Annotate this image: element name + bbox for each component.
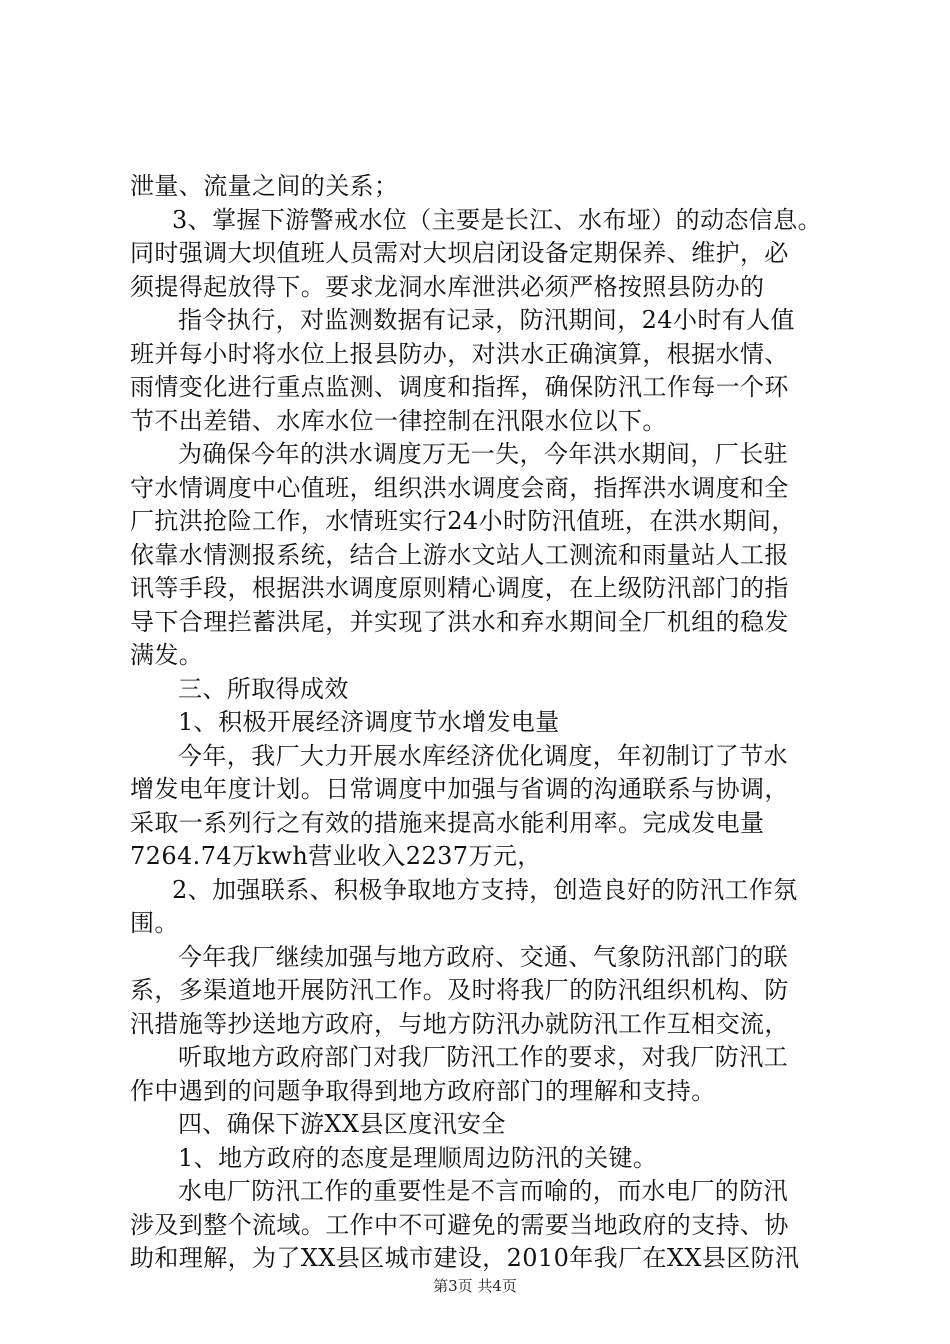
text-line: 雨情变化进行重点监测、调度和指挥，确保防汛工作每一个环 (130, 373, 789, 401)
text-line: 作中遇到的问题争取得到地方政府部门的理解和支持。 (130, 1076, 716, 1105)
subsection-heading: 1、积极开展经济调度节水增发电量 (178, 708, 560, 736)
text-line: 采取一系列行之有效的措施来提高水能利用率。完成发电量 (130, 808, 765, 837)
subsection-heading: 2、加强联系、积极争取地方支持，创造良好的防汛工作氛 (172, 875, 798, 904)
text-line: 泄量、流量之间的关系； (130, 172, 399, 200)
text-line: 同时强调大坝值班人员需对大坝启闭设备定期保养、维护，必 (130, 239, 789, 267)
text-line: 汛措施等抄送地方政府，与地方防汛办就防汛工作互相交流， (130, 1009, 789, 1038)
text-line: 围。 (130, 909, 179, 937)
text-line: 讯等手段，根据洪水调度原则精心调度，在上级防汛部门的指 (130, 574, 789, 602)
page-number-footer: 第3页 共4页 (433, 1277, 517, 1295)
text-line: 今年，我厂大力开展水库经济优化调度，年初制订了节水 (178, 741, 788, 770)
text-line: 助和理解，为了XX县区城市建设，2010年我厂在XX县区防汛 (130, 1244, 800, 1272)
document-body (130, 170, 830, 1276)
text-line: 7264.74万kwh营业收入2237万元， (130, 842, 542, 870)
text-line: 为确保今年的洪水调度万无一失，今年洪水期间，厂长驻 (178, 440, 788, 468)
subsection-heading: 1、地方政府的态度是理顺周边防汛的关键。 (178, 1143, 658, 1172)
text-line: 3、掌握下游警戒水位（主要是长江、水布垭）的动态信息。 (172, 205, 823, 234)
section-heading: 三、所取得成效 (178, 674, 349, 703)
text-line: 水电厂防汛工作的重要性是不言而喻的，而水电厂的防汛 (178, 1177, 788, 1205)
text-line: 今年我厂继续加强与地方政府、交通、气象防汛部门的联 (178, 942, 788, 971)
text-line: 厂抗洪抢险工作，水情班实行24小时防汛值班，在洪水期间， (130, 507, 796, 535)
text-line: 增发电年度计划。日常调度中加强与省调的沟通联系与协调， (130, 775, 789, 803)
text-line: 涉及到整个流域。工作中不可避免的需要当地政府的支持、协 (130, 1210, 789, 1239)
text-line: 须提得起放得下。要求龙洞水库泄洪必须严格按照县防办的 (130, 272, 765, 301)
text-line: 系，多渠道地开展防汛工作。及时将我厂的防汛组织机构、防 (130, 976, 789, 1004)
text-line: 听取地方政府部门对我厂防汛工作的要求，对我厂防汛工 (178, 1043, 788, 1071)
text-line: 指令执行，对监测数据有记录，防汛期间，24小时有人值 (178, 306, 795, 334)
section-heading: 四、确保下游XX县区度汛安全 (178, 1110, 506, 1138)
text-line: 守水情调度中心值班，组织洪水调度会商，指挥洪水调度和全 (130, 473, 789, 502)
text-line: 依靠水情测报系统，结合上游水文站人工测流和雨量站人工报 (130, 540, 789, 569)
text-line: 班并每小时将水位上报县防办，对洪水正确演算，根据水情、 (130, 339, 789, 368)
text-line: 满发。 (130, 641, 204, 669)
text-line: 导下合理拦蓄洪尾，并实现了洪水和弃水期间全厂机组的稳发 (130, 607, 789, 636)
text-line: 节不出差错、水库水位一律控制在汛限水位以下。 (130, 406, 667, 435)
